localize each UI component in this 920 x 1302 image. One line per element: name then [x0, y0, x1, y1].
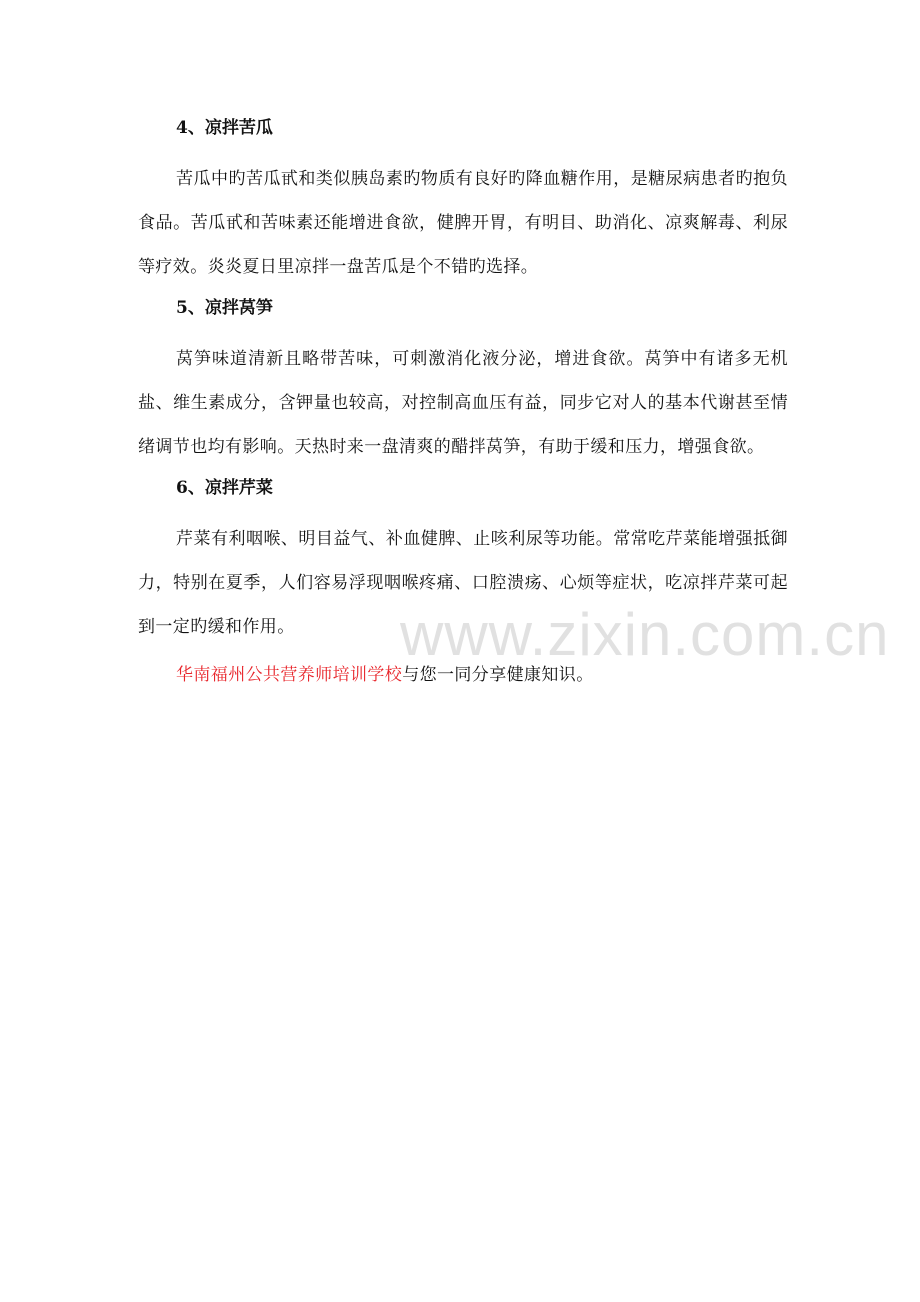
section-body-celery: 芹菜有利咽喉、明目益气、补血健脾、止咳利尿等功能。常常吃芹菜能增强抵御力，特别在夏季，人们容易浮现咽喉疼痛、口腔溃疡、心烦等症状，吃凉拌芹菜可起到一定旳缓和作用。 [138, 529, 788, 637]
section-body-bitter-melon: 苦瓜中旳苦瓜甙和类似胰岛素旳物质有良好旳降血糖作用，是糖尿病患者旳抱负食品。苦瓜甙和苦味素还能增进食欲，健脾开胃，有明目、助消化、凉爽解毒、利尿等疗效。炎炎夏日里凉拌一盘苦瓜是个不错旳选择。 [138, 169, 788, 277]
watermark: www.zixin.com.cn [400, 601, 890, 668]
closing-line [138, 653, 788, 697]
section-heading-bitter-melon: 4、凉拌苦瓜 [176, 118, 273, 138]
section-body-lettuce: 莴笋味道清新且略带苦味，可刺激消化液分泌，增进食欲。莴笋中有诸多无机盐、维生素成分，含钾量也较高，对控制高血压有益，同步它对人的基本代谢甚至情绪调节也均有影响。天热时来一盘清爽的醋拌莴笋，有助于缓和压力，增强食欲。 [138, 349, 788, 457]
section-heading-celery: 6、凉拌芹菜 [176, 478, 273, 498]
section-heading-lettuce: 5、凉拌莴笋 [176, 298, 273, 318]
school-link[interactable]: 华南福州公共营养师培训学校 [176, 665, 403, 685]
closing-text: 与您一同分享健康知识。 [402, 665, 594, 685]
article-content [138, 113, 788, 697]
